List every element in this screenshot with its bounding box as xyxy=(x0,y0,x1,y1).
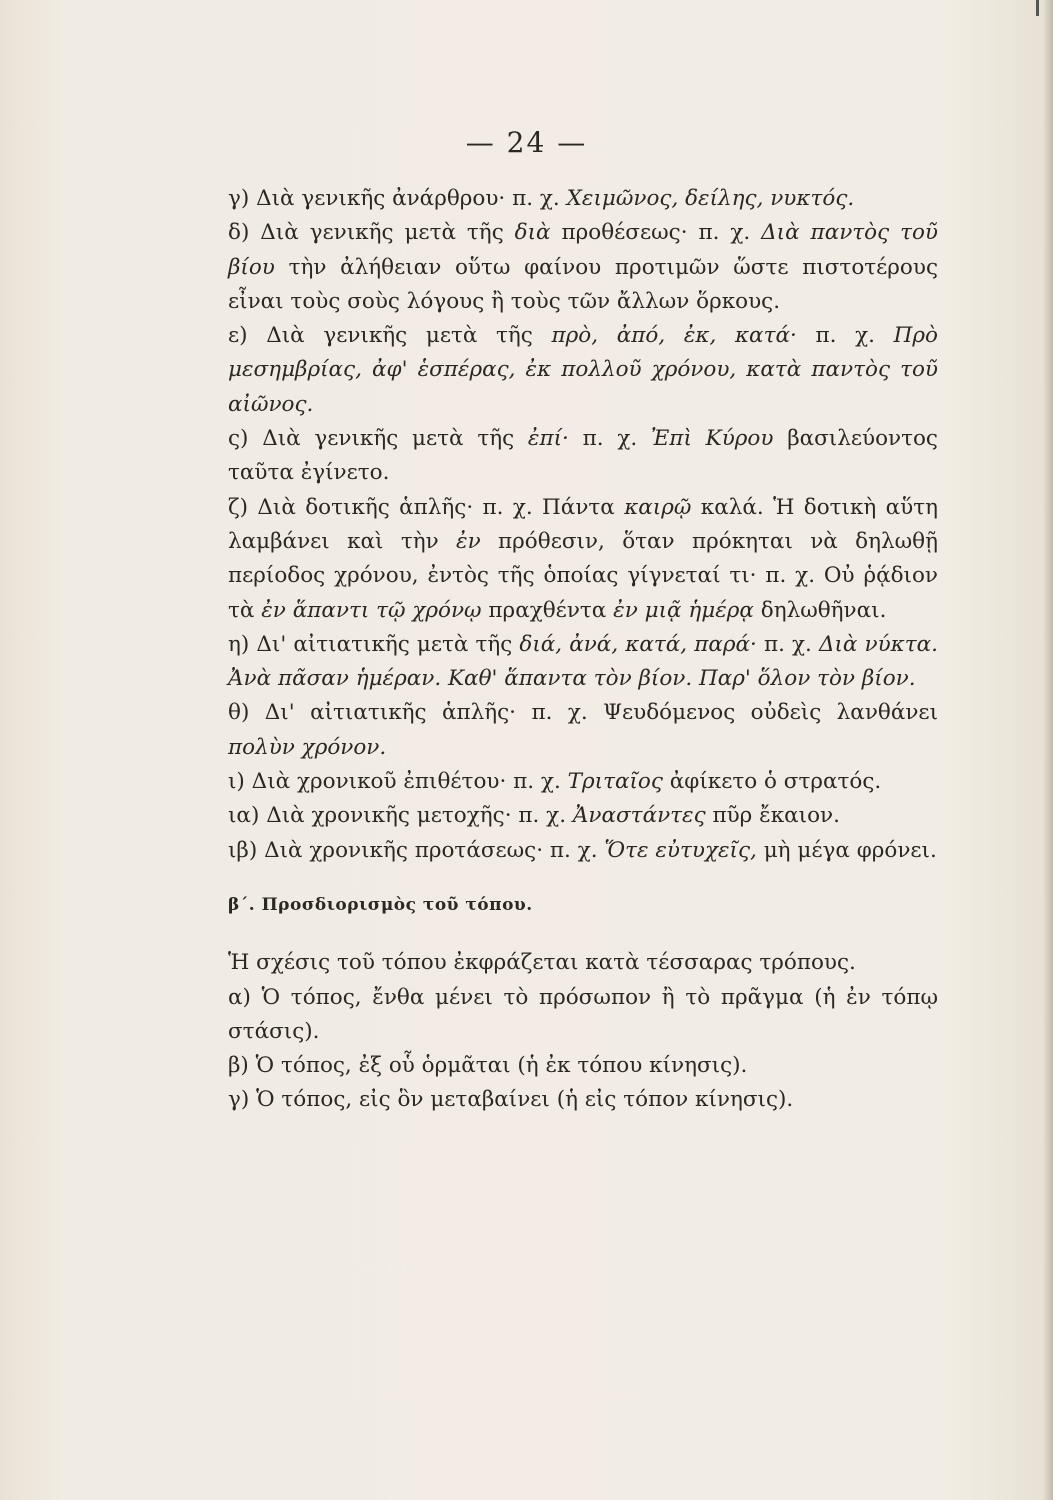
para-text: π. χ. xyxy=(763,631,812,657)
paragraph-zeta xyxy=(228,491,938,628)
para-label: ς) xyxy=(228,426,249,452)
item-text: Ὁ τόπος, ἔνθα μένει τὸ πρόσωπον ἢ τὸ πρᾶγμα (ἡ ἐν τόπῳ στάσις). xyxy=(228,984,938,1044)
para-italic: Τριταῖος xyxy=(567,769,663,795)
paragraph-iota-alpha xyxy=(228,799,938,833)
item-label: α) xyxy=(228,984,251,1010)
para-text: πραχθέντα xyxy=(488,597,607,623)
item-label: β) xyxy=(228,1053,249,1079)
para-label: ια) xyxy=(228,803,260,829)
para-italic: Διὰ νύκτα. Ἀνὰ πᾶσαν ἡμέραν. Καθ' ἅπαντα τὸν βίον. Παρ' ὅλον τὸν βίον. xyxy=(228,631,938,692)
para-italic: διὰ xyxy=(514,220,551,246)
para-text: Διὰ χρονικῆς μετοχῆς· π. χ. xyxy=(266,803,567,829)
para-label: ε) xyxy=(228,323,248,349)
para-text: π. χ. xyxy=(815,323,875,349)
binding-mark xyxy=(1036,0,1039,16)
para-label: θ) xyxy=(228,700,250,726)
para-text: δηλωθῆναι. xyxy=(760,597,887,623)
para-text: Διὰ χρονικοῦ ἐπιθέτου· π. χ. xyxy=(251,769,561,795)
para-label: ι) xyxy=(228,769,245,795)
para-italic: Πρὸ μεσημβρίας, ἀφ' ἑσπέρας, ἐκ πολλοῦ χρόνου, κατὰ παντὸς τοῦ αἰῶνος. xyxy=(228,323,939,417)
paragraph-theta xyxy=(228,696,938,765)
para-text: βασιλεύοντος ταῦτα ἐγίνετο. xyxy=(228,426,938,486)
item-text: Ὁ τόπος, ἐξ οὗ ὁρμᾶται (ἡ ἐκ τόπου κίνησις). xyxy=(255,1053,748,1079)
para-text: τὴν ἀλήθειαν οὕτω φαίνου προτιμῶν ὥστε πιστοτέρους εἶναι τοὺς σοὺς λόγους ἢ τοὺς τῶν ἄλλων ὅρκους. xyxy=(228,254,938,314)
para-italic: Διὰ παντὸς τοῦ βίου xyxy=(228,220,938,280)
para-text: π. χ. xyxy=(582,426,638,452)
para-italic: ἐν ἅπαντι τῷ χρόνῳ xyxy=(261,597,482,623)
item-text: Ὁ τόπος, εἰς ὃν μεταβαίνει (ἡ εἰς τόπον κίνησις). xyxy=(256,1087,794,1113)
para-italic: Χειμῶνος, δείλης, νυκτός. xyxy=(566,186,855,211)
para-text: πρόθεσιν, ὅταν πρόκηται νὰ δηλωθῇ περίοδος χρόνου, ἐντὸς τῆς ὁποίας γίγνεταί τι· π. χ. Οὐ ῥᾴδιον τὰ xyxy=(228,528,938,623)
para-text: Διὰ δοτικῆς ἁπλῆς· π. χ. Πάντα xyxy=(257,494,615,520)
para-italic: Ὅτε εὐτυχεῖς, xyxy=(604,837,757,863)
para-italic: ἐν μιᾷ ἡμέρᾳ xyxy=(613,597,754,623)
section-heading: β΄. Προσδιορισμὸς τοῦ τόπου. xyxy=(228,894,533,915)
item-label: γ) xyxy=(228,1087,250,1113)
para-text: Διὰ χρονικῆς προτάσεως· π. χ. xyxy=(264,837,598,863)
page-number: — 24 — xyxy=(465,126,588,159)
page-edge-shadow xyxy=(1043,0,1053,1500)
place-item-gamma xyxy=(228,1083,938,1117)
para-text: προθέσεως· π. χ. xyxy=(561,220,751,246)
body-text xyxy=(228,182,938,1118)
para-label: ζ) xyxy=(228,494,249,520)
paragraph-delta xyxy=(228,216,938,319)
para-italic: Ἐπὶ Κύρου xyxy=(650,426,774,452)
para-text: Διὰ γενικῆς μετὰ τῆς xyxy=(266,323,533,349)
place-item-alpha xyxy=(228,981,938,1050)
para-text: Δι' αἰτιατικῆς ἁπλῆς· π. χ. Ψευδόμενος οὐδεὶς λανθάνει xyxy=(264,700,938,726)
para-italic: πρὸ, ἀπό, ἐκ, κατά· xyxy=(551,323,797,349)
para-text: Διὰ γενικῆς μετὰ τῆς xyxy=(260,220,504,246)
para-text: ἀφίκετο ὁ στρατός. xyxy=(669,769,882,795)
para-label: γ) xyxy=(228,186,250,211)
paragraph-gamma xyxy=(228,182,938,216)
para-text: Δι' αἰτιατικῆς μετὰ τῆς xyxy=(256,631,513,657)
para-label: η) xyxy=(228,631,250,657)
para-text: πῦρ ἔκαιον. xyxy=(712,803,840,829)
para-label: δ) xyxy=(228,220,250,246)
para-text: Διὰ γενικῆς ἀνάρθρου· π. χ. xyxy=(256,186,560,211)
para-italic: καιρῷ xyxy=(624,494,692,520)
para-italic: πολὺν χρόνον. xyxy=(228,734,387,760)
para-label: ιβ) xyxy=(228,837,258,863)
para-italic: διά, ἀνά, κατά, παρά· xyxy=(519,631,757,657)
paragraph-iota-beta xyxy=(228,834,938,868)
para-italic: ἐπί· xyxy=(527,426,569,452)
intro-paragraph: Ἡ σχέσις τοῦ τόπου ἐκφράζεται κατὰ τέσσαρας τρόπους. xyxy=(228,950,856,976)
paragraph-eta xyxy=(228,628,938,697)
para-italic: Ἀναστάντες xyxy=(572,803,706,829)
paragraph-stigma xyxy=(228,422,938,491)
para-italic: ἐν xyxy=(456,528,481,554)
paragraph-iota xyxy=(228,765,938,799)
para-text: μὴ μέγα φρόνει. xyxy=(763,837,937,863)
para-text: καλά. Ἡ δοτικὴ αὕτη λαμβάνει καὶ τὴν xyxy=(228,494,938,554)
para-text: Διὰ γενικῆς μετὰ τῆς xyxy=(262,426,515,452)
place-item-beta xyxy=(228,1049,938,1083)
paragraph-epsilon xyxy=(228,319,938,422)
